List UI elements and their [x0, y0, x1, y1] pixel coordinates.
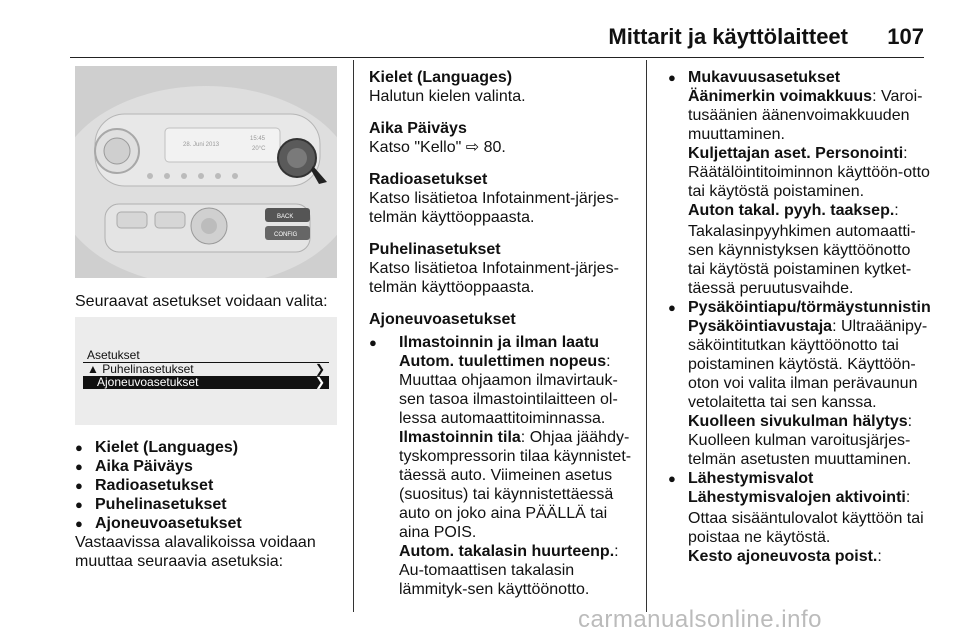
setting-description: Takalasinpyyhkimen automaatti-sen käynnistyksen käyttöönotto tai käytöstä poistaminen kytket-täessä peruutusvaihde.	[688, 223, 916, 297]
bullet-item: ● Kielet (Languages)	[75, 438, 345, 457]
header-divider	[70, 57, 924, 58]
column-divider-2	[646, 60, 647, 612]
settings-menu	[83, 349, 329, 389]
section-heading: Ajoneuvoasetukset	[369, 311, 516, 328]
bullet-item: ● Radioasetukset	[75, 476, 345, 495]
panel-drawing	[75, 66, 337, 278]
outro-text: Vastaavissa alavalikoissa voidaan muuttaa seuraavia asetuksia:	[75, 534, 316, 570]
section-text: Katso lisätietoa Infotainment-järjes-telmän käyttöoppaasta.	[369, 190, 619, 226]
right-column	[668, 68, 930, 566]
svg-text:20°C: 20°C	[252, 146, 266, 152]
middle-column	[369, 68, 637, 599]
bullet-item: ● Ajoneuvoasetukset	[75, 514, 345, 533]
setting-description: Ottaa sisääntulovalot käyttöön tai poistaa ne käytöstä.	[688, 510, 924, 546]
section-text: Katso lisätietoa Infotainment-järjes-telmän käyttöoppaasta.	[369, 260, 619, 296]
bullet-item: ● Puhelinasetukset	[75, 495, 345, 514]
column-divider-1	[353, 60, 354, 612]
section-heading: Kielet (Languages)	[369, 69, 513, 86]
intro-text: Seuraavat asetukset voidaan valita:	[75, 293, 328, 310]
setting-description: Kesto ajoneuvosta poist.:	[688, 548, 882, 565]
setting-description: Autom. takalasin huurteenp.: Au-tomaattisen takalasin lämmityk-sen käyttöönotto.	[399, 543, 619, 598]
chevron-right-icon: ❯	[314, 375, 325, 389]
svg-text:CONFIG: CONFIG	[274, 232, 298, 238]
section-text: Halutun kielen valinta.	[369, 88, 526, 105]
setting-description: Lähestymisvalojen aktivointi:	[688, 489, 911, 506]
setting-description: Autom. tuulettimen nopeus: Muuttaa ohjaamon ilmavirtauk-sen tasoa ilmastointilaitteen ol-lessa automaattitoiminnassa.	[399, 353, 618, 427]
up-arrow-icon: ▲	[87, 362, 99, 376]
svg-text:28. Juni 2013: 28. Juni 2013	[183, 142, 220, 148]
page-title: Mittarit ja käyttölaitteet	[608, 24, 848, 49]
section-heading: Aika Päiväys	[369, 120, 467, 137]
bullet-item: ● Aika Päiväys	[75, 457, 345, 476]
setting-description: Kuolleen sivukulman hälytys: Kuolleen kulman varoitusjärjes-telmän asetusten muuttaminen.	[688, 413, 913, 468]
left-column	[75, 292, 345, 311]
section-text: Katso "Kello" ⇨ 80.	[369, 139, 506, 156]
setting-description: Auton takal. pyyh. taaksep.:	[688, 202, 899, 219]
section-heading: Puhelinasetukset	[369, 241, 501, 258]
svg-text:15:45: 15:45	[250, 136, 266, 142]
setting-description: Kuljettajan aset. Personointi: Räätälöintitoiminnon käyttöön-otto tai käytöstä poistaminen.	[688, 145, 930, 200]
setting-description: Ilmastoinnin tila: Ohjaa jäähdy-tyskompressorin tilaa käynnistet-täessä auto. Viimeinen asetus (suositus) tai käynnistettäessä auto on joko aina PÄÄLLÄ tai aina POIS.	[399, 429, 632, 541]
page-number: 107	[887, 24, 924, 49]
menu-title: Asetukset	[83, 349, 329, 363]
bullet-item: ● Ilmastoinnin ja ilman laatu	[369, 333, 637, 352]
infotainment-panel-illustration	[75, 66, 337, 278]
setting-description: Äänimerkin voimakkuus: Varoi-tusäänien äänenvoimakkuuden muuttaminen.	[688, 88, 923, 143]
watermark: carmanualsonline.info	[578, 606, 822, 633]
setting-description: Pysäköintiavustaja: Ultraäänipy-säköintitutkan käyttöönotto tai poistaminen käytöstä. Käyttöön-oton voi valita ilman perävaunun vetolaitetta tai sen kanssa.	[688, 318, 928, 411]
settings-menu-illustration	[75, 317, 337, 425]
left-bullets	[75, 438, 345, 571]
bullet-item: ● Pysäköintiapu/törmäystunnistin	[668, 298, 930, 317]
svg-text:BACK: BACK	[277, 214, 294, 220]
bullet-item: ● Lähestymisvalot	[668, 469, 930, 488]
menu-item-puhelinasetukset: ▲ Puhelinasetukset ❯	[87, 362, 325, 376]
menu-item-ajoneuvoasetukset: Ajoneuvoasetukset ❯	[83, 376, 329, 389]
bullet-item: ● Mukavuusasetukset	[668, 68, 930, 87]
section-heading: Radioasetukset	[369, 171, 488, 188]
chevron-right-icon: ❯	[314, 362, 325, 376]
